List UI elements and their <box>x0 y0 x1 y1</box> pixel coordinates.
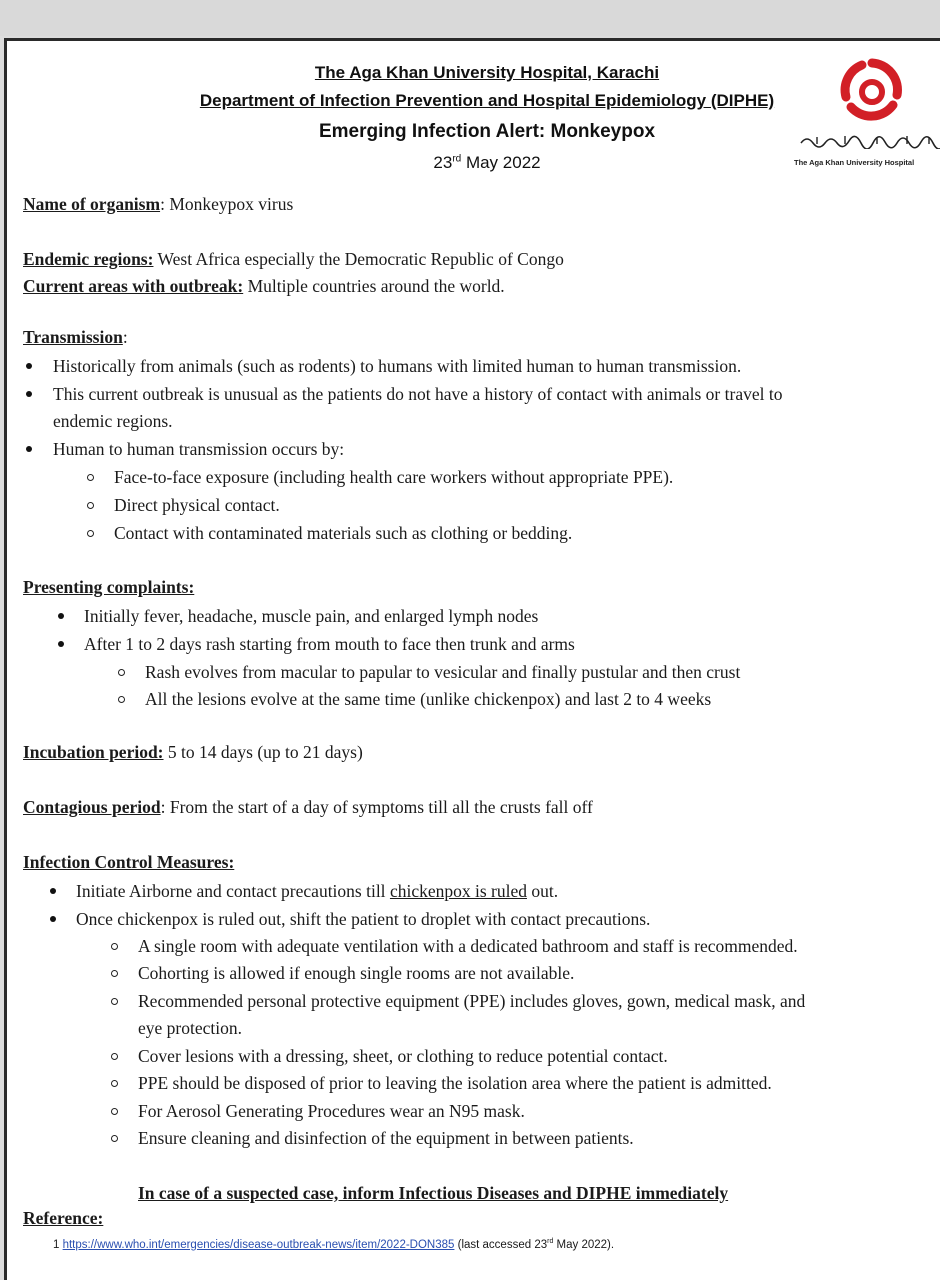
sub-list-item: Cohorting is allowed if enough single rooms are not available. <box>138 963 575 983</box>
logo-caption: The Aga Khan University Hospital <box>794 158 915 167</box>
list-item: Initially fever, headache, muscle pain, and enlarged lymph nodes <box>84 606 539 626</box>
reference-heading: Reference: <box>23 1208 104 1228</box>
sub-list-item: For Aerosol Generating Procedures wear an N95 mask. <box>138 1101 525 1121</box>
contagious-line: Contagious period: From the start of a day of symptoms till all the crusts fall off <box>23 797 593 817</box>
aga-khan-logo-icon <box>837 55 907 125</box>
sub-list-item: Face-to-face exposure (including health care workers without appropriate PPE). <box>114 467 674 487</box>
urdu-script-logo-icon <box>797 133 940 149</box>
footer-notice: In case of a suspected case, inform Infectious Diseases and DIPHE immediately <box>138 1183 729 1203</box>
list-item: Human to human transmission occurs by: <box>53 439 345 459</box>
reference-link[interactable]: https://www.who.int/emergencies/disease-outbreak-news/item/2022-DON385 <box>62 1238 455 1251</box>
bullet-dot <box>58 641 64 647</box>
organism-line: Name of organism: Monkeypox virus <box>23 194 294 214</box>
institution-title: The Aga Khan University Hospital, Karachi <box>314 63 660 82</box>
current-areas-line: Current areas with outbreak: Multiple countries around the world. <box>23 276 505 296</box>
sub-list-item: Direct physical contact. <box>114 495 280 515</box>
sub-bullet <box>111 1080 118 1087</box>
control-heading: Infection Control Measures: <box>23 852 235 872</box>
complaints-heading: Presenting complaints: <box>23 577 195 597</box>
sub-bullet <box>111 998 118 1005</box>
sub-list-item: PPE should be disposed of prior to leaving the isolation area where the patient is admitted. <box>138 1073 772 1093</box>
sub-bullet <box>111 1135 118 1142</box>
sub-bullet <box>118 669 125 676</box>
sub-bullet <box>87 474 94 481</box>
sub-bullet <box>111 943 118 950</box>
list-item-continuation: endemic regions. <box>53 411 173 431</box>
sub-bullet <box>111 970 118 977</box>
alert-date: 23rd May 2022 <box>433 153 541 172</box>
list-item: This current outbreak is unusual as the patients do not have a history of contact with animals or travel to <box>53 384 783 404</box>
sub-bullet <box>87 502 94 509</box>
bullet-dot <box>50 916 56 922</box>
sub-bullet <box>111 1053 118 1060</box>
sub-list-item: Rash evolves from macular to papular to vesicular and finally pustular and then crust <box>145 662 741 682</box>
alert-title: Emerging Infection Alert: Monkeypox <box>318 121 656 142</box>
sub-list-item: Cover lesions with a dressing, sheet, or clothing to reduce potential contact. <box>138 1046 668 1066</box>
list-item: After 1 to 2 days rash starting from mouth to face then trunk and arms <box>84 634 575 654</box>
bullet-dot <box>26 446 32 452</box>
sub-list-item-continuation: eye protection. <box>138 1018 242 1038</box>
reference-entry: 1 https://www.who.int/emergencies/disease-outbreak-news/item/2022-DON385 (last accessed 23rd May 2022). <box>53 1238 615 1251</box>
sub-bullet <box>87 530 94 537</box>
bullet-dot <box>50 888 56 894</box>
sub-bullet <box>118 696 125 703</box>
top-strip <box>0 0 940 36</box>
bullet-dot <box>26 363 32 369</box>
bullet-dot <box>26 391 32 397</box>
department-title: Department of Infection Prevention and Hospital Epidemiology (DIPHE) <box>199 91 775 110</box>
sub-bullet <box>111 1108 118 1115</box>
document-page <box>4 38 940 1280</box>
sub-list-item: All the lesions evolve at the same time (unlike chickenpox) and last 2 to 4 weeks <box>145 689 712 709</box>
endemic-line: Endemic regions: West Africa especially the Democratic Republic of Congo <box>23 249 564 269</box>
sub-list-item: A single room with adequate ventilation with a dedicated bathroom and staff is recommended. <box>138 936 798 956</box>
list-item: Historically from animals (such as rodents) to humans with limited human to human transmission. <box>53 356 742 376</box>
incubation-line: Incubation period: 5 to 14 days (up to 21 days) <box>23 742 363 762</box>
sub-list-item: Recommended personal protective equipment (PPE) includes gloves, gown, medical mask, and <box>138 991 806 1011</box>
bullet-dot <box>58 613 64 619</box>
list-item: Initiate Airborne and contact precautions till chickenpox is ruled out. <box>76 881 559 901</box>
sub-list-item: Contact with contaminated materials such as clothing or bedding. <box>114 523 573 543</box>
sub-list-item: Ensure cleaning and disinfection of the equipment in between patients. <box>138 1128 634 1148</box>
list-item: Once chickenpox is ruled out, shift the patient to droplet with contact precautions. <box>76 909 651 929</box>
transmission-heading: Transmission: <box>23 327 128 347</box>
